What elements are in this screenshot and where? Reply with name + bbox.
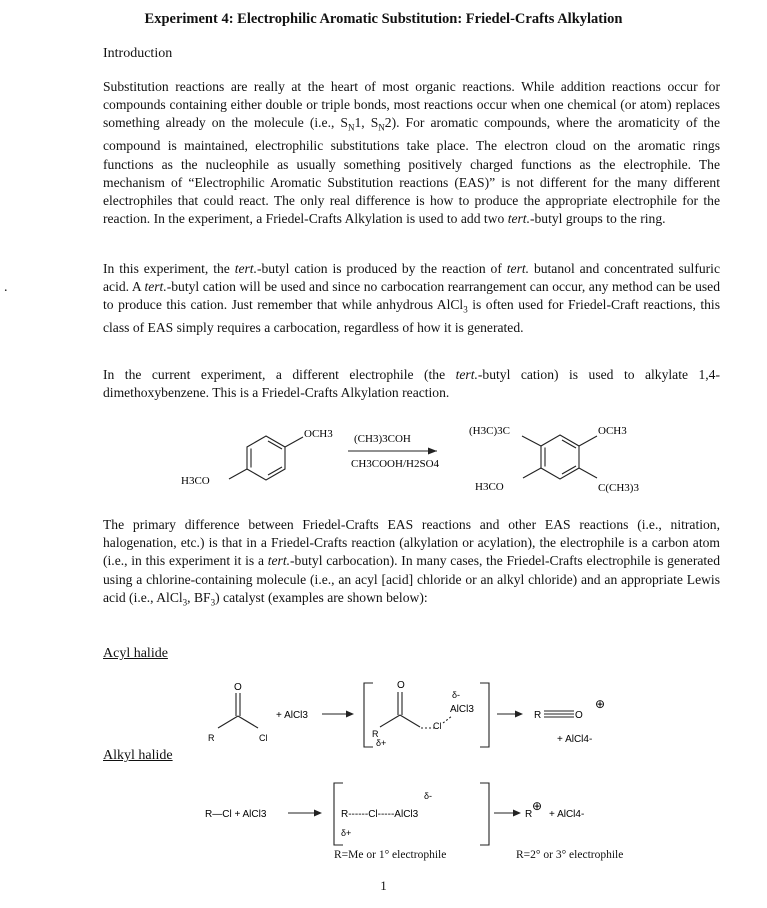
reactant-top-label: OCH3: [304, 428, 333, 440]
acylium-r: R: [534, 710, 542, 721]
alkyl-arrowhead-1: [314, 810, 322, 817]
alkyl-delta-minus: δ-: [424, 791, 433, 801]
alkyl-arrowhead-2: [513, 810, 521, 817]
acyl-delta-plus: δ+: [376, 738, 387, 748]
acylium-o: O: [575, 710, 583, 721]
reagent-above: (CH3)3COH: [354, 433, 411, 445]
paragraph-1: Substitution reactions are really at the heart of most organic reactions. While addition reactions occur for compounds containing either double or triple bonds, most reactions occur when one chemical (or atom) replaces something already on the molecule (i.e., $S_N1$, $S_N2$). For aromatic compounds, where the aromaticity of the compound is maintained, electrophilic substitutions take place. The electron cloud on the aromatic rings functions as the nucleophile as usually something positively charged functions as the electrophile. The mechanism of “Electrophilic Aromatic Substitution reactions (EAS)” is not different for the many different electrophiles that could react. The only real difference is how to produce the appropriate electrophile for the reaction. In the experiment, a Friedel-Crafts Alkylation is used to add two tert.-butyl groups to the ring.: [103, 79, 720, 227]
paragraph-2: In this experiment, the tert.-butyl cation is produced by the reaction of tert. butanol and concentrated sulfuric acid. A tert.-butyl cation will be used and since no carbocation rearrangement can occur, any method can be used to produce this cation. Just remember that while anhydrous AlCl$_3$ is often used for Friedel-Craft reactions, this class of EAS simply requires a carbocation, regardless of how it is generated.: [103, 261, 721, 336]
alkyl-halide-heading: Alkyl halide: [103, 748, 173, 763]
product-top-left-label: (H3C)3C: [469, 425, 510, 437]
reactant-bottom-label: H3CO: [181, 475, 210, 487]
alkyl-bracket-right: [480, 783, 489, 845]
acyl-complex-cl: Cl: [433, 721, 442, 731]
acyl-reagent: + AlCl3: [276, 710, 308, 721]
product-bottom-left-label: H3CO: [475, 481, 504, 493]
alkyl-byproduct: + AlCl4-: [549, 809, 585, 820]
alkyl-product: R: [525, 809, 533, 820]
page-title: Experiment 4: Electrophilic Aromatic Substitution: Friedel-Crafts Alkylation: [144, 11, 623, 27]
caption-left: R=Me or 1° electrophile: [334, 849, 447, 861]
alkyl-reactant: R—Cl + AlCl3: [205, 809, 267, 820]
acylium-charge: ⊕: [595, 697, 606, 711]
acyl-r-label: R: [208, 733, 215, 743]
alkyl-delta-plus: δ+: [341, 828, 352, 838]
acyl-cl-label: Cl: [259, 733, 268, 743]
reagent-below: CH3COOH/H2SO4: [351, 458, 440, 470]
intro-heading: Introduction: [103, 46, 173, 61]
alkyl-charge: ⊕: [532, 799, 543, 813]
acyl-complex-o: O: [397, 680, 405, 691]
acyl-halide-heading: Acyl halide: [103, 646, 168, 661]
margin-mark: .: [4, 280, 8, 295]
caption-right: R=2° or 3° electrophile: [516, 849, 624, 861]
paragraph-3: In the current experiment, a different electrophile (the tert.-butyl cation) is used to alkylate 1,4-dimethoxybenzene. This is a Friedel-Crafts Alkylation reaction.: [103, 367, 720, 401]
alkyl-complex: R------Cl-----AlCl3: [341, 809, 419, 820]
acyl-o-label: O: [234, 682, 242, 693]
page-number: 1: [380, 878, 387, 893]
acyl-complex-r: R: [372, 729, 379, 739]
acyl-delta-minus: δ-: [452, 690, 461, 700]
acyl-byproduct: + AlCl4-: [557, 734, 593, 745]
paragraph-4: The primary difference between Friedel-Crafts EAS reactions and other EAS reactions (i.e., nitration, halogenation, etc.) is that in a Friedel-Crafts reaction (alkylation or acylation), the electrophile is a carbon atom (i.e., in this experiment it is a tert.-butyl carbocation). In many cases, the Friedel-Crafts electrophile is generated using a chlorine-containing molecule (i.e., an acyl [acid] chloride or an alkyl chloride) and an appropriate Lewis acid (i.e., AlCl$_3$, $BF_3$) catalyst (examples are shown below):: [103, 517, 720, 608]
acyl-complex-alcl3: AlCl3: [450, 704, 474, 715]
product-top-right-label: OCH3: [598, 425, 627, 437]
product-bottom-right-label: C(CH3)3: [598, 482, 639, 494]
